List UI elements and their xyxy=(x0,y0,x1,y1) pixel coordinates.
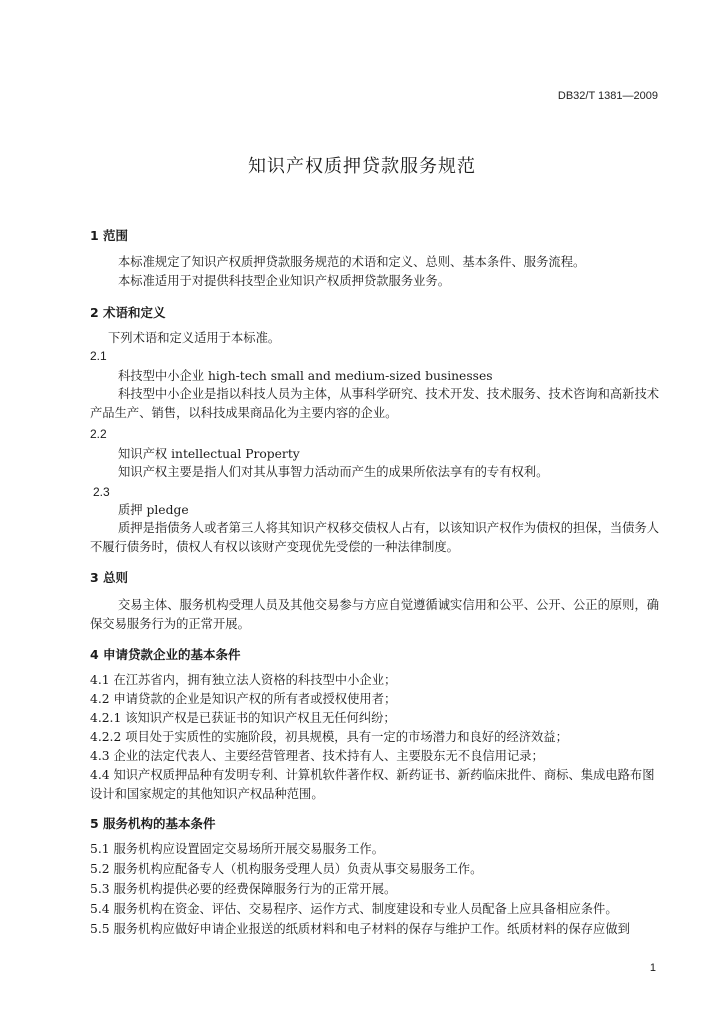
page-number: 1 xyxy=(649,962,656,974)
term-2-2-definition: 知识产权主要是指人们对其从事智力活动而产生的成果所依法享有的专有权利。 xyxy=(118,465,549,479)
document-title: 知识产权质押贷款服务规范 xyxy=(248,156,476,177)
section-1-paragraph-1: 本标准规定了知识产权质押贷款服务规范的术语和定义、总则、基本条件、服务流程。 xyxy=(118,255,586,269)
standard-number: DB32/T 1381—2009 xyxy=(557,90,658,102)
term-2-3-definition: 质押是指债务人或者第三人将其知识产权移交债权人占有，以该知识产权作为债权的担保，当债务人不履行债务时，债权人有权以该财产变现优先受偿的一种法律制度。 xyxy=(90,521,660,554)
clause-5-2: 5.2 服务机构应配备专人（机构服务受理人员）负责从事交易服务工作。 xyxy=(90,862,483,876)
clause-4-1: 4.1 在江苏省内，拥有独立法人资格的科技型中小企业； xyxy=(90,673,397,687)
section-3-heading: 3 总则 xyxy=(90,570,129,585)
section-5-heading: 5 服务机构的基本条件 xyxy=(90,816,216,831)
term-2-2-name: 知识产权 intellectual Property xyxy=(118,447,300,461)
term-2-3-name: 质押 pledge xyxy=(118,503,189,517)
clause-5-3: 5.3 服务机构提供必要的经费保障服务行为的正常开展。 xyxy=(90,882,397,896)
section-1-heading: 1 范围 xyxy=(90,228,129,243)
clause-4-2-2: 4.2.2 项目处于实质性的实施阶段，初具规模，具有一定的市场潜力和良好的经济效益； xyxy=(90,730,568,744)
section-2-intro: 下列术语和定义适用于本标准。 xyxy=(108,331,281,345)
section-2-heading: 2 术语和定义 xyxy=(90,305,166,320)
term-2-1-name: 科技型中小企业 high-tech small and medium-sized businesses xyxy=(118,369,493,383)
clause-4-2: 4.2 申请贷款的企业是知识产权的所有者或授权使用者； xyxy=(90,692,397,706)
section-3-paragraph: 交易主体、服务机构受理人员及其他交易参与方应自觉遵循诚实信用和公平、公开、公正的原则，确保交易服务行为的正常开展。 xyxy=(90,598,660,631)
clause-5-1: 5.1 服务机构应设置固定交易场所开展交易服务工作。 xyxy=(90,842,384,856)
section-1-paragraph-2: 本标准适用于对提供科技型企业知识产权质押贷款服务业务。 xyxy=(118,274,451,288)
clause-4-4: 4.4 知识产权质押品种有发明专利、计算机软件著作权、新药证书、新药临床批件、商标、集成电路布图设计和国家规定的其他知识产权品种范围。 xyxy=(90,768,655,801)
term-2-3-number: 2.3 xyxy=(93,485,110,499)
section-4-heading: 4 申请贷款企业的基本条件 xyxy=(90,647,241,662)
term-2-1-number: 2.1 xyxy=(90,349,107,363)
clause-4-2-1: 4.2.1 该知识产权是已获证书的知识产权且无任何纠纷； xyxy=(90,711,396,725)
clause-4-3: 4.3 企业的法定代表人、主要经营管理者、技术持有人、主要股东无不良信用记录； xyxy=(90,749,544,763)
clause-5-5: 5.5 服务机构应做好申请企业报送的纸质材料和电子材料的保存与维护工作。纸质材料的保存应做到 xyxy=(90,922,630,936)
term-2-2-number: 2.2 xyxy=(90,427,107,441)
term-2-1-definition: 科技型中小企业是指以科技人员为主体，从事科学研究、技术开发、技术服务、技术咨询和高新技术产品生产、销售，以科技成果商品化为主要内容的企业。 xyxy=(90,387,660,420)
clause-5-4: 5.4 服务机构在资金、评估、交易程序、运作方式、制度建设和专业人员配备上应具备相应条件。 xyxy=(90,902,618,916)
